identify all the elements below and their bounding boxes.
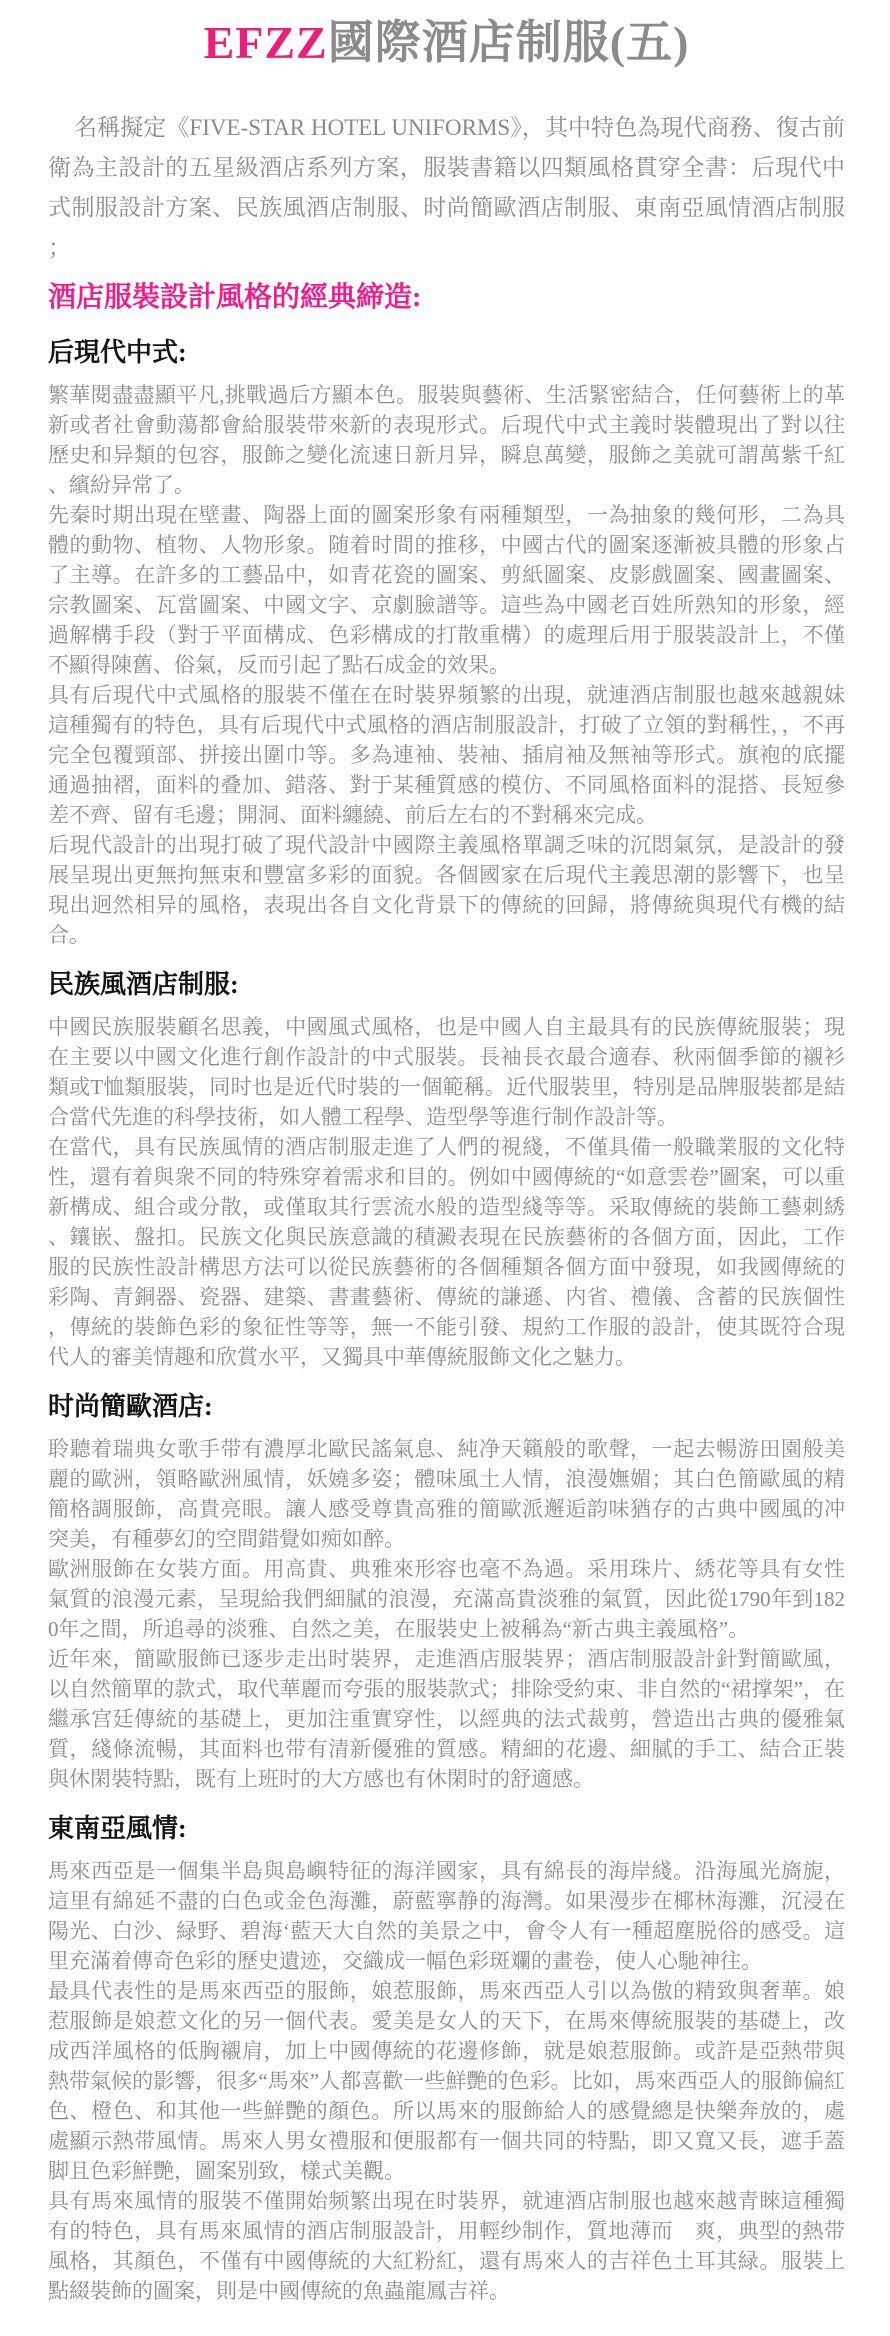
page-title-text: 國際酒店制服(五) [327,17,690,68]
page-title [48,14,845,72]
brand-name: EFZZ [203,17,328,68]
paragraph: 最具代表性的是馬來西亞的服飾，娘惹服飾，馬來西亞人引以為傲的精致與奢華。娘惹服飾是娘惹文化的另一個代表。愛美是女人的天下，在馬來傳統服裝的基礎上，改成西洋風格的低胸襯肩，加上中國傳統的花邊修飾，就是娘惹服飾。或許是亞熱带與熱带氣候的影響，很多“馬來”人都喜歡一些鮮艷的色彩。比如，馬來西亞人的服飾偏紅色、橙色、和其他一些鮮艷的顏色。所以馬來的服飾給人的感覺總是快樂奔放的，處處顯示熱带風情。馬來人男女禮服和便服都有一個共同的特點，即又寬又長，遮手蓋脚且色彩鮮艷，圖案别致，樣式美觀。 [48,1979,845,2183]
paragraph: 在當代，具有民族風情的酒店制服走進了人們的視綫，不僅具備一般職業服的文化特性，還有着與衆不同的特殊穿着需求和目的。例如中國傳統的“如意雲卷”圖案，可以重新構成、組合或分散，或僅取其行雲流水般的造型綫等等。采取傳統的裝飾工藝刺綉、鑲嵌、盤扣。民族文化與民族意識的積澱表現在民族藝術的各個方面，因此，工作服的民族性設計構思方法可以從民族藝術的各個種類各個方面中發現，如我國傳統的彩陶、青銅器、瓷器、建築、書畫藝術、傳統的謙遜、内省、禮儀、含蓄的民族個性，傳統的裝飾色彩的象征性等等，無一不能引發、規約工作服的設計，使其既符合現代人的審美情趣和欣賞水平，又獨具中華傳統服飾文化之魅力。 [48,1135,845,1369]
section-heading-ethnic-style: 民族風酒店制服: [48,970,239,999]
paragraph: 近年來，簡歐服飾已逐步走出时裝界，走進酒店服裝界；酒店制服設計針對簡歐風，以自然簡單的款式，取代華麗而夸張的服裝款式；排除受約束、非自然的“裙撑架”，在繼承宫廷傳統的基礎上，更加注重實穿性，以經典的法式裁剪，營造出古典的優雅氣質，綫條流暢，其面料也带有清新優雅的質感。精細的花邊、細膩的手工、結合正裝與休閑裝特點，既有上班时的大方感也有休閑时的舒適感。 [48,1647,845,1791]
paragraph: 馬來西亞是一個集半島與島嶼特征的海洋國家，具有綿長的海岸綫。沿海風光旖旎，這里有綿延不盡的白色或金色海灘，蔚藍寧静的海灣。如果漫步在椰林海灘，沉浸在陽光、白沙、緑野、碧海‘藍天大自然的美景之中，會令人有一種超塵脱俗的感受。這里充滿着傳奇色彩的歷史遺迹，交織成一幅色彩斑斕的畫卷，使人心馳神往。 [48,1859,845,1973]
section-heading-southeast-asia: 東南亞風情: [48,1814,187,1843]
paragraph: 后現代設計的出現打破了現代設計中國際主義風格單調乏味的沉悶氣氛，是設計的發展呈現出更無拘無束和豐富多彩的面貌。各個國家在后現代主義思潮的影響下，也呈現出迥然相异的風格，表現出各自文化背景下的傳統的回歸，將傳統與現代有機的結合。 [48,833,845,947]
section-heading-postmodern-chinese: 后現代中式: [48,338,187,367]
paragraph: 中國民族服裝顧名思義，中國風式風格，也是中國人自主最具有的民族傳統服裝；現在主要以中國文化進行創作設計的中式服裝。長袖長衣最合適春、秋兩個季節的襯衫類或T恤類服裝，同时也是近代时裝的一個範稱。近代服裝里，特別是品牌服裝都是結合當代先進的科學技術，如人體工程學、造型學等進行制作設計等。 [48,1015,845,1129]
paragraph: 繁華閱盡盡顯平凡,挑戰過后方顯本色。服裝與藝術、生活緊密結合，任何藝術上的革新或者社會動蕩都會給服裝带來新的表現形式。后現代中式主義时裝體現出了對以往歷史和异類的包容，服飾之變化流速日新月异，瞬息萬變，服飾之美就可謂萬紫千紅、繽紛异常了。 [48,383,845,497]
intro-paragraph: 名稱擬定《FIVE-STAR HOTEL UNIFORMS》，其中特色為現代商務、復古前衛為主設計的五星級酒店系列方案，服裝書籍以四類風格貫穿全書：后現代中式制服設計方案、民族風酒店制服、时尚簡歐酒店制服、東南亞風情酒店制服； [48,115,845,260]
section-heading-european-style: 时尚簡歐酒店: [48,1392,213,1421]
paragraph: 具有馬來風情的服裝不僅開始频繁出現在时裝界，就連酒店制服也越來越青睞這種獨有的特色，具有馬來風情的酒店制服設計，用輕纱制作，質地薄而 爽，典型的熱带風格，其顏色，不僅有中國傳統的大紅粉紅，還有馬來人的吉祥色土耳其緑。服裝上點綴裝飾的圖案，則是中國傳統的魚蟲龍鳳吉祥。 [48,2189,845,2303]
paragraph: 具有后現代中式風格的服裝不僅在在时裝界頻繁的出現，就連酒店制服也越來越親妹這種獨有的特色，具有后現代中式風格的酒店制服設計，打破了立領的對稱性，，不再完全包覆頸部、拼接出圍巾等。多為連袖、裝袖、插肩袖及無袖等形式。旗袍的底擺通過抽褶，面料的叠加、錯落、對于某種質感的模仿、不同風格面料的混搭、長短參差不齊、留有毛邊；開洞、面料纏繞、前后左右的不對稱來完成。 [48,683,845,827]
paragraph: 歐洲服飾在女裝方面。用高貴、典雅來形容也毫不為過。采用珠片、綉花等具有女性氣質的浪漫元素，呈現給我們細膩的浪漫，充滿高貴淡雅的氣質，因此從1790年到1820年之間，所追尋的淡雅、自然之美，在服裝史上被稱為“新古典主義風格”。 [48,1557,845,1641]
accent-heading: 酒店服裝設計風格的經典締造: [48,282,422,313]
paragraph: 先秦时期出現在壁畫、陶器上面的圖案形象有兩種類型，一為抽象的幾何形，二為具體的動物、植物、人物形象。随着时間的推移，中國古代的圖案逐漸被具體的形象占了主導。在許多的工藝品中，如青花瓷的圖案、剪紙圖案、皮影戲圖案、國畫圖案、宗教圖案、瓦當圖案、中國文字、京劇臉譜等。這些為中國老百姓所熟知的形象，經過解構手段（對于平面構成、色彩構成的打散重構）的處理后用于服裝設計上，不僅不顯得陳舊、俗氣，反而引起了點石成金的效果。 [48,503,845,677]
paragraph: 聆聽着瑞典女歌手带有濃厚北歐民謠氣息、純净天籟般的歌聲，一起去暢游田園般美麗的歐洲，領略歐洲風情，妖嬈多姿；體味風土人情，浪漫嫵媚；其白色簡歐風的精簡格調服飾，高貴亮眼。讓人感受尊貴高雅的簡歐派邂逅韵味猶存的古典中國風的冲突美，有種夢幻的空間錯覺如痴如醉。 [48,1437,845,1551]
